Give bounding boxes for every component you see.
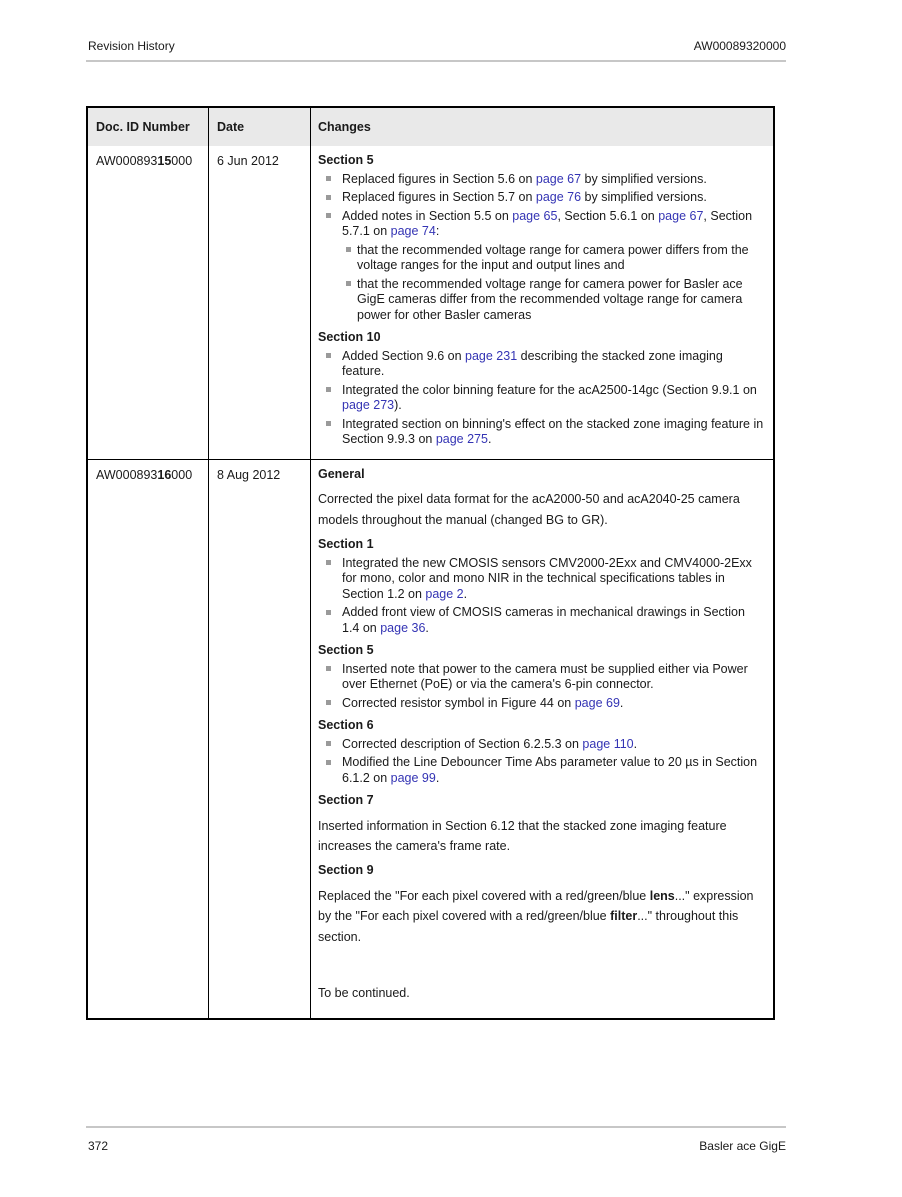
text-run: Added notes in Section 5.5 on (342, 208, 513, 223)
page-link[interactable]: page 275 (435, 432, 488, 447)
date-cell: 8 Aug 2012 (209, 460, 311, 1018)
section-heading: Section 7 (318, 793, 374, 808)
footer-page-number: 372 (88, 1139, 109, 1153)
text-run: To be continued. (318, 985, 410, 1000)
section-heading: General (318, 466, 365, 481)
text-run: Replaced figures in Section 5.6 on (342, 171, 536, 186)
text-run: Inserted note that power to the camera must be supplied either via Power over Ethernet (PoE) or via the camera's 6-pin connector. (342, 661, 748, 692)
bold-text: lens (649, 889, 675, 903)
bold-text: filter (610, 909, 638, 924)
change-subbullet (318, 243, 765, 274)
change-bullet (318, 190, 765, 206)
change-paragraph (318, 816, 765, 857)
table-row (88, 459, 773, 1018)
date-cell: 6 Jun 2012 (209, 146, 311, 459)
text-run: Added Section 9.6 on (342, 348, 466, 363)
column-header-changes: Changes (318, 120, 371, 134)
header-section-title: Revision History (88, 39, 175, 53)
page-link[interactable]: page 69 (574, 695, 620, 710)
text-run: AW000893 (96, 154, 158, 168)
page-link[interactable]: page 273 (342, 398, 395, 413)
change-bullet (318, 556, 765, 603)
page-link[interactable]: page 36 (380, 620, 426, 635)
text-run: Corrected description of Section 6.2.5.3 on (342, 736, 583, 751)
change-bullet (318, 755, 765, 786)
doc-id-cell (88, 460, 209, 1018)
text-run: that the recommended voltage range for camera power differs from the voltage ranges for the input and output lines and (357, 242, 749, 273)
change-bullet (318, 662, 765, 693)
page-link[interactable]: page 65 (512, 208, 558, 223)
change-bullet (318, 383, 765, 414)
changes-cell (311, 460, 773, 1018)
footer-doc-title: Basler ace GigE (699, 1139, 786, 1153)
text-run: Integrated the new CMOSIS sensors CMV2000-2Exx and CMV4000-2Exx for mono, color and mono NIR in the technical specifications tables in Section 1.2 on (342, 555, 752, 601)
text-run: Corrected resistor symbol in Figure 44 on (342, 695, 575, 710)
text-run: AW000893 (96, 467, 158, 482)
page-link[interactable]: page 74 (390, 224, 436, 239)
text-run: . (487, 432, 492, 447)
text-run: Corrected the pixel data format for the acA2000-50 and acA2040-25 camera models throughout the manual (changed BG to GR). (318, 492, 740, 527)
text-run: by simplified versions. (581, 190, 707, 205)
text-run: by simplified versions. (581, 171, 707, 186)
section-heading: Section 1 (318, 536, 374, 551)
change-paragraph (318, 489, 765, 530)
column-header-doc-id: Doc. ID Number (88, 108, 209, 146)
change-bullet (318, 417, 765, 448)
text-run: Integrated section on binning's effect on the stacked zone imaging feature in Section 9.9.3 on (342, 416, 764, 447)
change-bullet (318, 172, 765, 188)
bold-text: 16 (157, 467, 172, 482)
column-header-date: Date (209, 108, 311, 146)
text-run: . (633, 736, 638, 751)
doc-id-cell (88, 146, 209, 459)
change-subbullet (318, 277, 765, 324)
change-paragraph (318, 983, 765, 1003)
change-bullet (318, 209, 765, 240)
page-link[interactable]: page 2 (425, 586, 464, 601)
text-run: : (435, 224, 440, 239)
header-rule (86, 60, 786, 62)
text-run: that the recommended voltage range for camera power for Basler ace GigE cameras differ from the recommended voltage range for camera power for other Basler cameras (357, 276, 743, 322)
change-paragraph (318, 886, 765, 947)
text-run: . (425, 620, 429, 635)
text-run: Replaced the "For each pixel covered with a red/green/blue (318, 889, 650, 903)
vertical-spacer (318, 954, 765, 976)
text-run: 000 (171, 467, 193, 482)
text-run: ). (394, 398, 402, 413)
footer-rule (86, 1126, 786, 1128)
text-run: Integrated the color binning feature for the acA2500-14gc (Section 9.9.1 on (342, 382, 757, 397)
page-link[interactable]: page 99 (390, 770, 436, 785)
text-run: Replaced figures in Section 5.7 on (342, 190, 536, 205)
page-link[interactable]: page 231 (465, 348, 518, 363)
running-footer (88, 1139, 786, 1153)
bold-text: 15 (157, 154, 172, 168)
change-bullet (318, 605, 765, 636)
section-heading: Section 9 (318, 863, 374, 878)
change-bullet (318, 696, 765, 712)
section-heading: Section 5 (318, 153, 374, 167)
page-link[interactable]: page 110 (582, 736, 634, 751)
table-row (88, 146, 773, 459)
change-bullet (318, 349, 765, 380)
section-heading: Section 5 (318, 643, 374, 657)
page-link[interactable]: page 67 (535, 171, 582, 186)
page-link[interactable]: page 67 (658, 208, 704, 223)
table-header-row (88, 108, 773, 146)
text-run: . (463, 586, 468, 601)
text-run: , Section 5.6.1 on (557, 208, 659, 223)
text-run: . (619, 695, 624, 710)
changes-cell (311, 146, 773, 459)
page-link[interactable]: page 76 (535, 190, 582, 205)
running-header (88, 39, 786, 53)
text-run: ..." expression by the "For each pixel covered with a red/green/blue (318, 889, 754, 924)
text-run: Inserted information in Section 6.12 that the stacked zone imaging feature increases the camera's frame rate. (318, 818, 727, 854)
text-run: 000 (171, 154, 193, 168)
revision-history-table (86, 106, 775, 1020)
text-run: ..." throughout this section. (318, 909, 739, 944)
text-run: describing the stacked zone imaging feature. (342, 348, 723, 379)
text-run: Added front view of CMOSIS cameras in mechanical drawings in Section 1.4 on (342, 605, 745, 635)
text-run: , Section 5.7.1 on (342, 208, 753, 239)
header-doc-number: AW00089320000 (693, 39, 786, 53)
section-heading: Section 6 (318, 718, 374, 733)
change-bullet (318, 737, 765, 753)
text-run: . (435, 770, 440, 785)
section-heading: Section 10 (318, 330, 381, 345)
text-run: Modified the Line Debouncer Time Abs parameter value to 20 µs in Section 6.1.2 on (342, 755, 758, 785)
